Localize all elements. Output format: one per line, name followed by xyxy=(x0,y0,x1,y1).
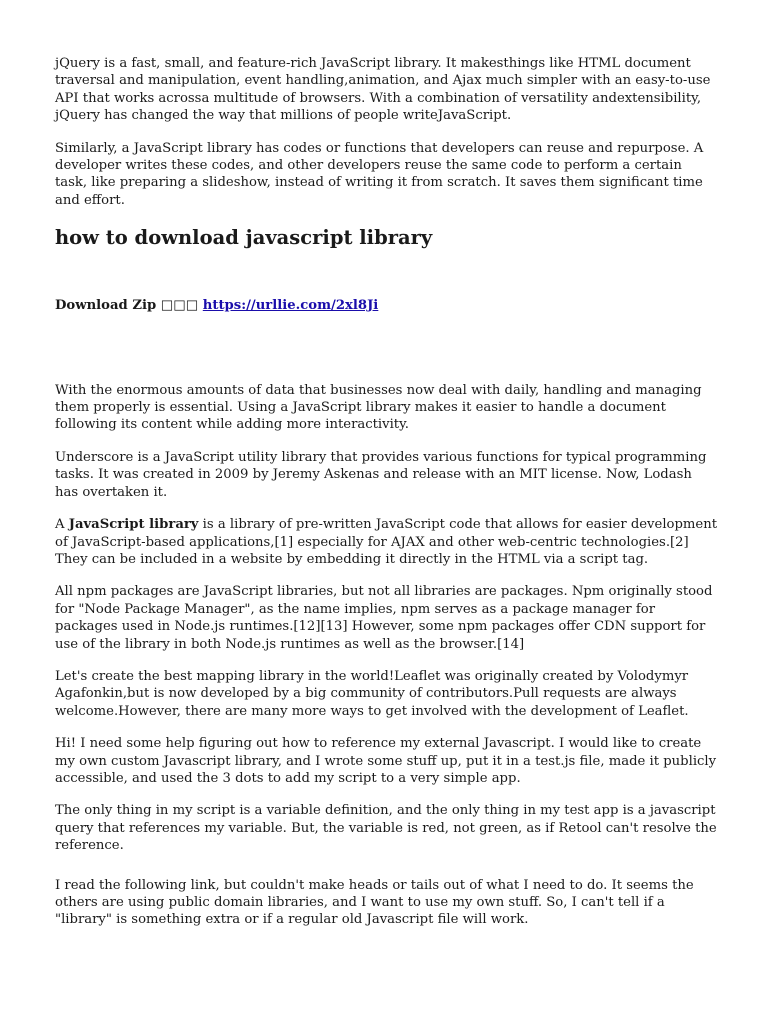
page-heading: how to download javascript library xyxy=(55,226,433,250)
definition-body: is a library of pre-written JavaScript code that allows for easier development of JavaScript-based applications,[1] especially for AJAX and other web-centric technologies.[2] They can be included in a website by embedding it directly in the HTML via a script tag. xyxy=(55,517,718,567)
placeholder-glyphs: □□□ xyxy=(160,298,199,314)
definition-term: JavaScript library xyxy=(68,517,199,533)
paragraph-variable-issue: The only thing in my script is a variable definition, and the only thing in my test app is a javascript query that references my variable. But, the variable is red, not green, as if Retool can't resolve the reference. xyxy=(55,803,717,854)
paragraph-js-library-definition xyxy=(55,516,718,568)
paragraph-jquery-intro: jQuery is a fast, small, and feature-rich JavaScript library. It makesthings like HTML document traversal and manipulation, event handling,animation, and Ajax much simpler with an easy-to-use API that works acrossa multitude of browsers. With a combination of versatility andextensibility, jQuery has changed the way that millions of people writeJavaScript. xyxy=(55,56,711,124)
paragraph-npm-packages: All npm packages are JavaScript libraries, but not all libraries are packages. Npm originally stood for "Node Package Manager", as the name implies, npm serves as a package manager for packages used in Node.js runtimes.[12][13] However, some npm packages offer CDN support for use of the library in both Node.js runtimes as well as the browser.[14] xyxy=(55,584,713,652)
paragraph-library-reuse: Similarly, a JavaScript library has codes or functions that developers can reuse and repurpose. A developer writes these codes, and other developers reuse the same code to perform a certain task, like preparing a slideshow, instead of writing it from scratch. It saves them significant time and effort. xyxy=(55,140,704,208)
download-link[interactable]: https://urllie.com/2xl8Ji xyxy=(202,298,379,314)
download-label: Download Zip xyxy=(55,298,157,314)
paragraph-data-handling: With the enormous amounts of data that businesses now deal with daily, handling and managing them properly is essential. Using a JavaScript library makes it easier to handle a document following its content while adding more interactivity. xyxy=(55,382,702,433)
paragraph-help-request: Hi! I need some help figuring out how to reference my external Javascript. I would like to create my own custom Javascript library, and I wrote some stuff up, put it in a test.js file, made it publicly accessible, and used the 3 dots to add my script to a very simple app. xyxy=(55,736,717,786)
paragraph-underscore: Underscore is a JavaScript utility library that provides various functions for typical programming tasks. It was created in 2009 by Jeremy Askenas and release with an MIT license. Now, Lodash has overtaken it. xyxy=(55,449,707,500)
paragraph-leaflet: Let's create the best mapping library in the world!Leaflet was originally created by Volodymyr Agafonkin,but is now developed by a big community of contributors.Pull requests are always welcome.However, there are many more ways to get involved with the development of Leaflet. xyxy=(55,668,689,719)
paragraph-link-confusion: I read the following link, but couldn't make heads or tails out of what I need to do. It seems the others are using public domain libraries, and I want to use my own stuff. So, I can't tell if a "library" is something extra or if a regular old Javascript file will work. xyxy=(55,877,694,928)
definition-prefix: A xyxy=(55,517,69,533)
download-line xyxy=(55,297,718,314)
